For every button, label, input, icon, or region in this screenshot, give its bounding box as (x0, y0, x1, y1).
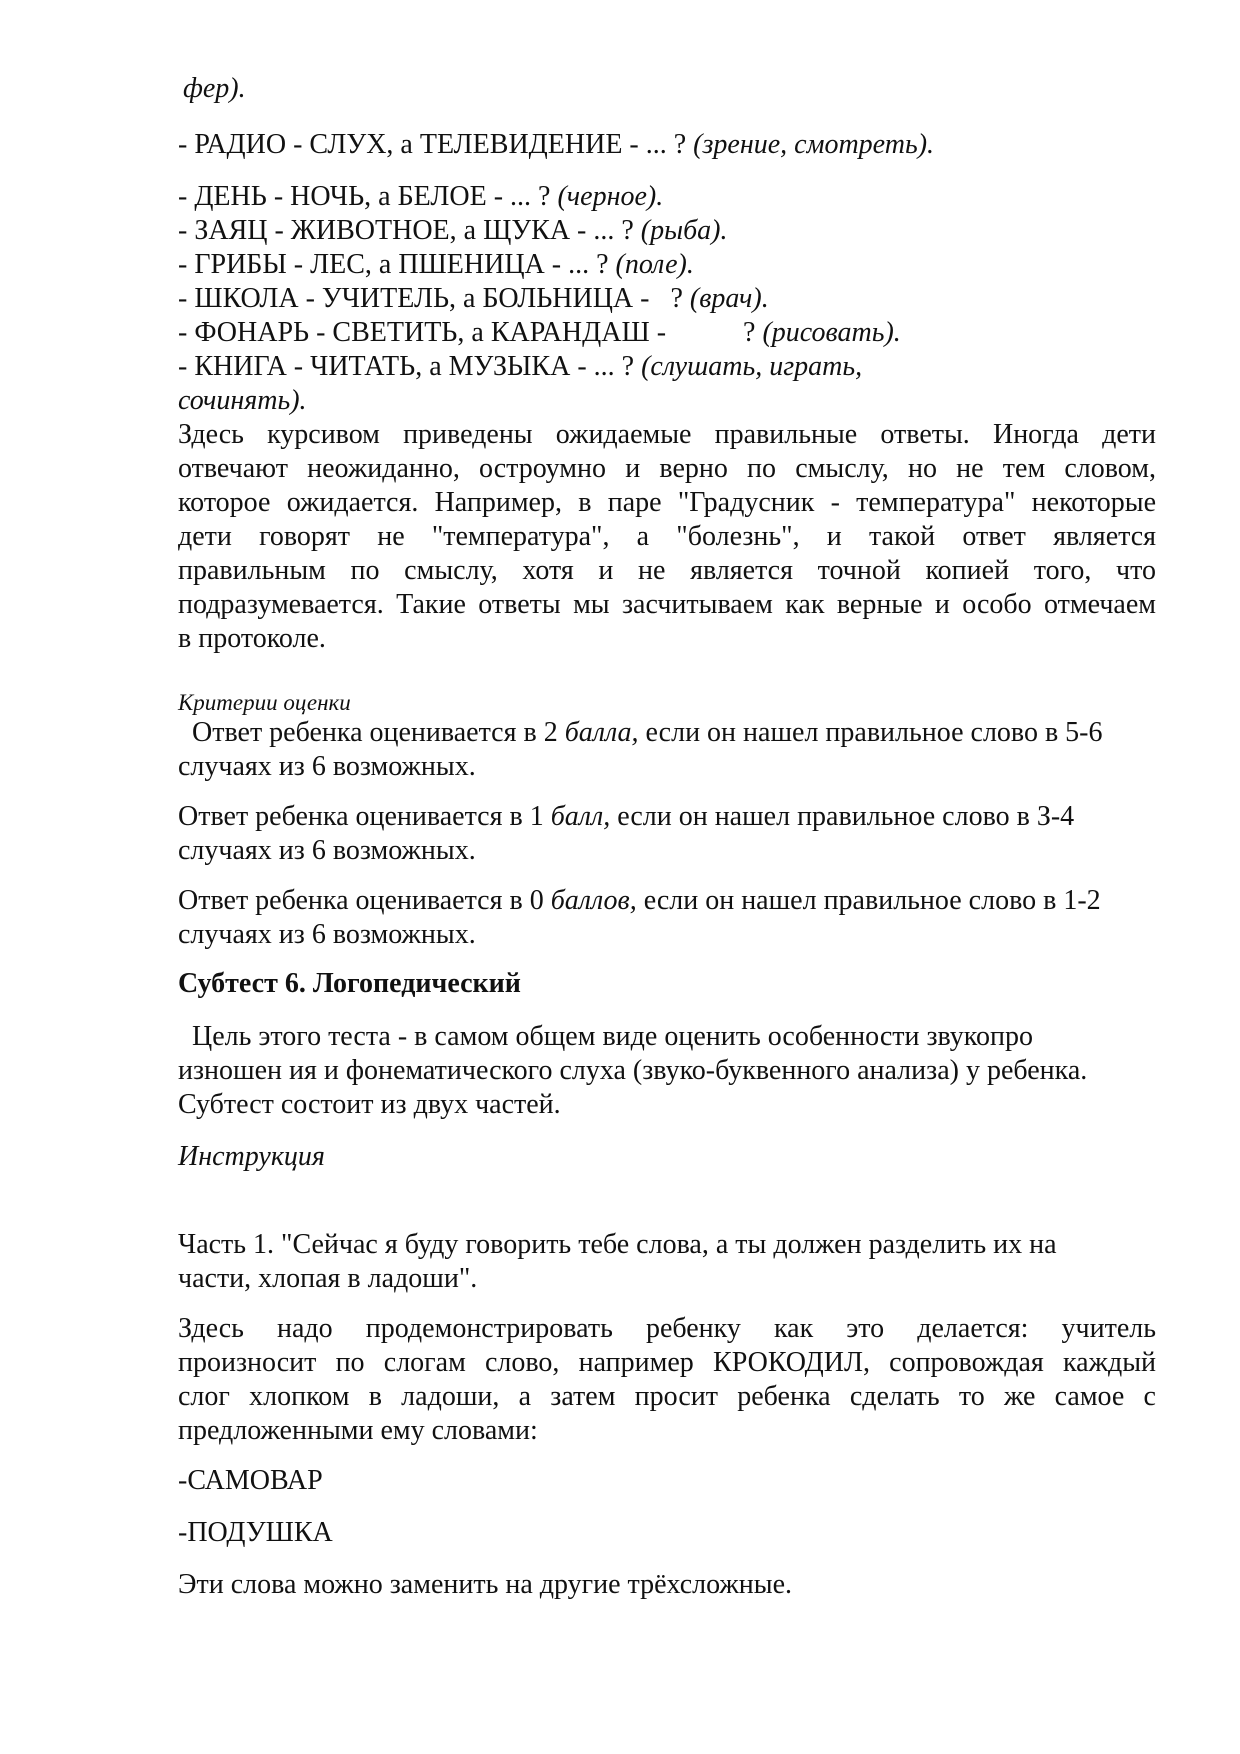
text-line (178, 800, 1074, 834)
text-fragment: - ДЕНЬ - НОЧЬ, а БЕЛОЕ - ... ? (178, 181, 558, 212)
text-fragment: - ШКОЛА - УЧИТЕЛЬ, а БОЛЬНИЦА - ? (178, 283, 690, 314)
text-line: предложенными ему словами: (178, 1415, 538, 1446)
word-item: -ПОДУШКА (178, 1517, 333, 1548)
text-line: подразумевается. Такие ответы мы засчитываем как верные и особо отмечаем (178, 589, 1156, 620)
paragraph (178, 418, 1156, 656)
answer-text: (зрение, смотреть). (693, 129, 935, 160)
score-text: баллов, (550, 885, 637, 916)
answer-text: (рыба). (640, 215, 728, 246)
text-line: отвечают неожиданно, остроумно и верно по смыслу, но не тем словом, (178, 453, 1156, 484)
section-heading: Критерии оценки (178, 690, 351, 715)
answer-text: (черное). (557, 181, 664, 212)
text-line: в протоколе. (178, 623, 326, 654)
text-fragment: если он нашел правильное слово в З-4 (610, 801, 1075, 832)
text-line: Здесь надо продемонстрировать ребенку как это делается: учитель (178, 1313, 1156, 1344)
text-line: правильным по смыслу, хотя и не является точной копией того, что (178, 555, 1156, 586)
text-fragment: если он нашел правильное слово в 1-2 (636, 885, 1101, 916)
text-line: случаях из 6 возможных. (178, 835, 476, 866)
text-fragment: - ГРИБЫ - ЛЕС, а ПШЕНИЦА - ... ? (178, 249, 616, 280)
text-line: случаях из 6 возможных. (178, 751, 476, 782)
text-fragment: Ответ ребенка оценивается в 0 (178, 885, 551, 916)
text-line: Часть 1. "Сейчас я буду говорить тебе слова, а ты должен разделить их на (178, 1229, 1057, 1260)
text-line (178, 282, 769, 316)
text-line: сочинять). (178, 385, 307, 416)
text-fragment: - РАДИО - СЛУХ, а ТЕЛЕВИДЕНИЕ - ... ? (178, 129, 694, 160)
word-item: -САМОВАР (178, 1465, 323, 1496)
score-text: балл, (550, 801, 611, 832)
text-fragment: Ответ ребенка оценивается в 1 (178, 801, 551, 832)
subtest-heading: Субтест 6. Логопедический (178, 968, 521, 999)
text-line (178, 716, 1103, 750)
text-line: части, хлопая в ладоши". (178, 1263, 478, 1294)
text-line: слог хлопком в ладоши, а затем просит ребенка сделать то же самое с (178, 1381, 1156, 1412)
section-heading: Инструкция (178, 1141, 325, 1172)
text-line: Здесь курсивом приведены ожидаемые правильные ответы. Иногда дети (178, 419, 1156, 450)
text-line: фер). (183, 73, 246, 104)
text-line (178, 884, 1101, 918)
text-line (178, 248, 694, 282)
text-fragment: - ФОНАРЬ - СВЕТИТЬ, а КАРАНДАШ - ? (178, 317, 763, 348)
score-text: балла, (564, 717, 639, 748)
text-line (178, 128, 934, 162)
answer-text: (поле). (615, 249, 694, 280)
answer-text: (рисовать). (762, 317, 901, 348)
text-line: произносит по слогам слово, например КРОКОДИЛ, сопровождая каждый (178, 1347, 1156, 1378)
answer-text: (слушать, играть, (641, 351, 863, 382)
answer-text: (врач). (689, 283, 769, 314)
text-line (178, 180, 663, 214)
text-line: Цель этого теста - в самом общем виде оценить особенности звукопро (178, 1021, 1033, 1052)
text-line: случаях из 6 возможных. (178, 919, 476, 950)
text-fragment: - КНИГА - ЧИТАТЬ, а МУЗЫКА - ... ? (178, 351, 642, 382)
text-line (178, 214, 728, 248)
text-line (178, 316, 901, 350)
text-fragment: если он нашел правильное слово в 5-6 (638, 717, 1103, 748)
text-fragment: Ответ ребенка оценивается в 2 (178, 717, 565, 748)
text-fragment: - ЗАЯЦ - ЖИВОТНОЕ, а ЩУКА - ... ? (178, 215, 641, 246)
text-line: дети говорят не "температура", а "болезнь", и такой ответ является (178, 521, 1156, 552)
text-line: Эти слова можно заменить на другие трёхсложные. (178, 1569, 793, 1600)
paragraph (178, 1312, 1156, 1448)
text-line: изношен ия и фонематического слуха (звуко-буквенного анализа) у ребенка. (178, 1055, 1088, 1086)
text-line: Субтест состоит из двух частей. (178, 1089, 561, 1120)
text-line (178, 350, 862, 384)
text-line: которое ожидается. Например, в паре "Градусник - температура" некоторые (178, 487, 1156, 518)
